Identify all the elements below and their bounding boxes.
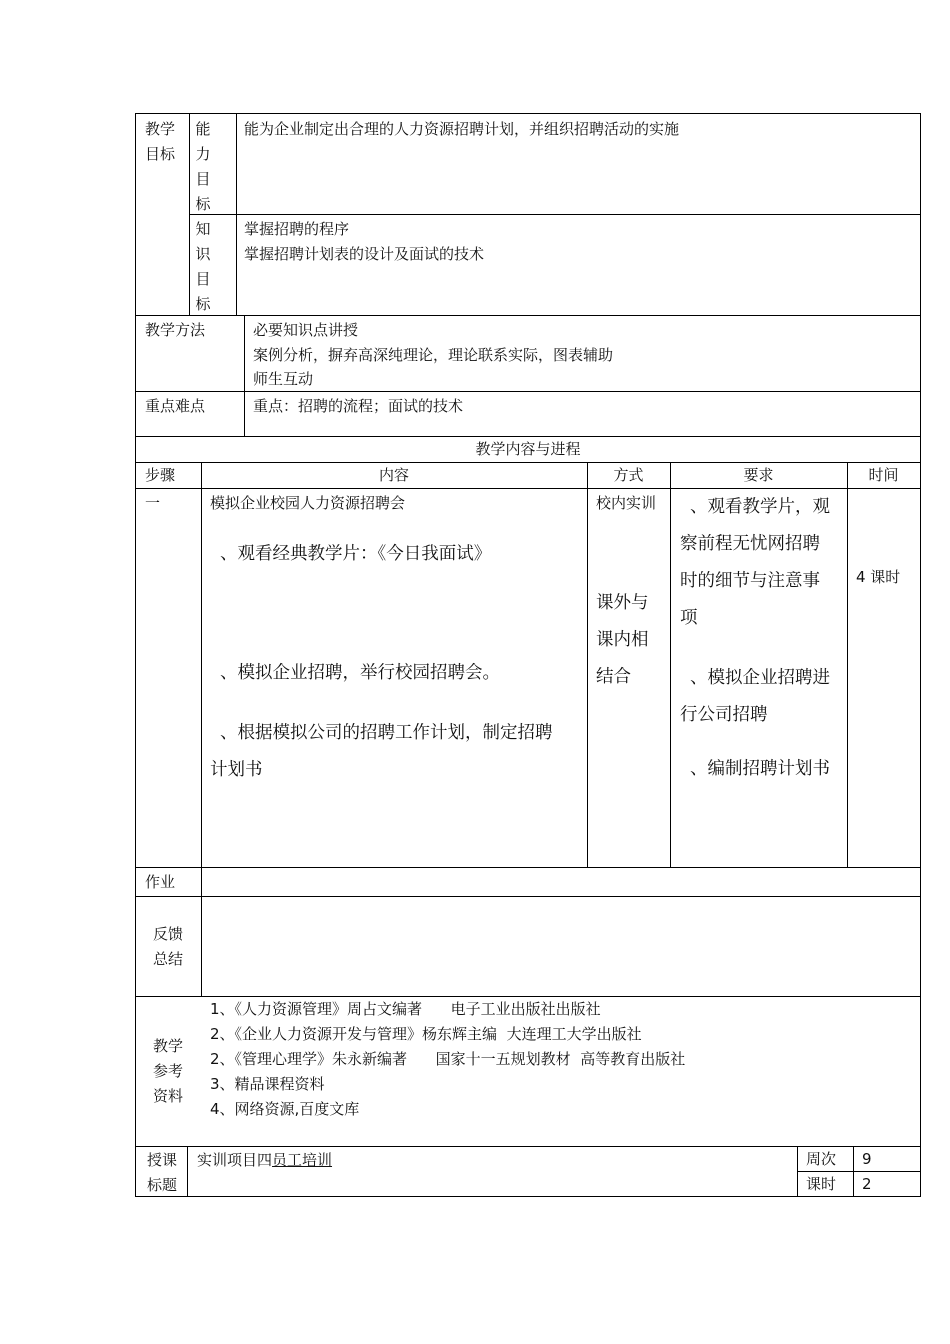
knowledge-goal-line: 掌握招聘计划表的设计及面试的技术 bbox=[244, 245, 485, 263]
feedback-label: 反馈总结 bbox=[152, 925, 183, 968]
requirement-text: 项 bbox=[680, 608, 698, 628]
header-requirement: 要求 bbox=[743, 466, 774, 484]
header-time: 时间 bbox=[868, 466, 899, 484]
mode-text: 课外与 bbox=[596, 593, 649, 613]
time-text: 4 课时 bbox=[856, 568, 901, 586]
lesson-title-underlined: 员工培训 bbox=[272, 1151, 333, 1169]
goals-label: 教学目标 bbox=[145, 120, 176, 163]
mode-text: 结合 bbox=[596, 667, 631, 687]
ability-goal-label: 能力目标 bbox=[195, 120, 211, 213]
requirement-text: 时的细节与注意事 bbox=[680, 571, 820, 591]
method-label: 教学方法 bbox=[145, 321, 206, 339]
ref-item: 2、《管理心理学》朱永新编著 国家十一五规划教材 高等教育出版社 bbox=[210, 1050, 686, 1068]
homework-label: 作业 bbox=[145, 873, 176, 891]
progress-title: 教学内容与进程 bbox=[475, 440, 581, 458]
hours-value: 2 bbox=[862, 1175, 872, 1193]
step-number: 一 bbox=[145, 494, 161, 512]
mode-text: 课内相 bbox=[596, 630, 649, 650]
refs-label: 教学参考资料 bbox=[152, 1037, 183, 1105]
header-content: 内容 bbox=[378, 466, 409, 484]
method-line: 师生互动 bbox=[253, 370, 314, 388]
requirement-text: 、编制招聘计划书 bbox=[690, 759, 830, 779]
keypoints-label: 重点难点 bbox=[145, 397, 206, 415]
lesson-title-prefix: 实训项目四 bbox=[197, 1151, 273, 1169]
knowledge-goal-line: 掌握招聘的程序 bbox=[244, 220, 350, 238]
content-item: 、观看经典教学片：《今日我面试》 bbox=[220, 544, 492, 564]
content-item: 、模拟企业招聘，举行校园招聘会。 bbox=[220, 663, 500, 683]
ref-item: 2、《企业人力资源开发与管理》杨东辉主编 大连理工大学出版社 bbox=[210, 1025, 642, 1043]
ref-item: 4、网络资源,百度文库 bbox=[210, 1100, 360, 1118]
week-value: 9 bbox=[862, 1150, 872, 1168]
mode-text: 校内实训 bbox=[596, 494, 657, 512]
header-step: 步骤 bbox=[145, 466, 176, 484]
requirement-text: 、模拟企业招聘进 bbox=[690, 668, 830, 688]
lesson-title bbox=[197, 1148, 332, 1173]
requirement-text: 、观看教学片，观 bbox=[690, 497, 830, 517]
hours-label: 课时 bbox=[806, 1175, 837, 1193]
method-line: 必要知识点讲授 bbox=[253, 321, 359, 339]
requirement-text: 行公司招聘 bbox=[680, 705, 768, 725]
content-item: 、根据模拟公司的招聘工作计划，制定招聘 bbox=[220, 723, 553, 743]
requirement-text: 察前程无忧网招聘 bbox=[680, 534, 820, 554]
lesson-title-label: 授课标题 bbox=[146, 1151, 177, 1194]
keypoints-text: 重点：招聘的流程；面试的技术 bbox=[253, 397, 464, 415]
knowledge-goal-label: 知识目标 bbox=[195, 220, 211, 313]
ref-item: 1、《人力资源管理》周占文编著 电子工业出版社出版社 bbox=[210, 1000, 601, 1018]
ability-goal-text: 能为企业制定出合理的人力资源招聘计划，并组织招聘活动的实施 bbox=[244, 120, 680, 138]
header-mode: 方式 bbox=[613, 466, 644, 484]
content-item: 计划书 bbox=[210, 760, 263, 780]
method-line: 案例分析，摒弃高深纯理论，理论联系实际，图表辅助 bbox=[253, 346, 614, 364]
ref-item: 3、精品课程资料 bbox=[210, 1075, 325, 1093]
week-label: 周次 bbox=[806, 1150, 837, 1168]
content-title: 模拟企业校园人力资源招聘会 bbox=[210, 494, 406, 512]
